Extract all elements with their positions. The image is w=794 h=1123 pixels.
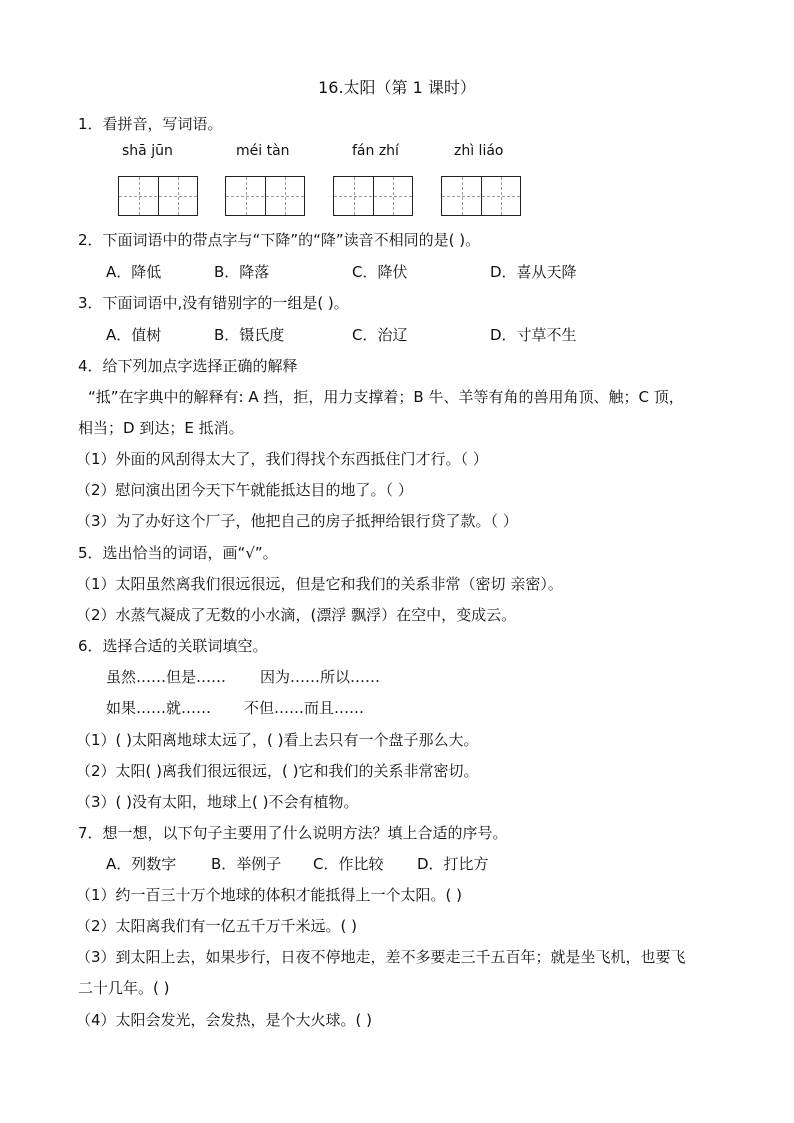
q5-item-2: （2）水蒸气凝成了无数的小水滴，(漂浮 飘浮）在空中，变成云。 [76, 606, 517, 624]
q2-option-b: B．降落 [214, 263, 270, 281]
q6-word-3: 如果……就…… [106, 699, 212, 717]
q6-word-1: 虽然……但是…… [106, 668, 227, 686]
q4-item-1: （1）外面的风刮得太大了，我们得找个东西抵住门才行。（ ） [76, 450, 488, 468]
q7-item-1: （1）约一百三十万个地球的体积才能抵得上一个太阳。( ) [76, 886, 463, 904]
q6-item-2: （2）太阳( )离我们很远很远，( )它和我们的关系非常密切。 [76, 762, 479, 780]
q7-option-b: B．举例子 [211, 855, 282, 873]
q7-item-4: （4）太阳会发光，会发热，是个大火球。( ) [76, 1011, 373, 1029]
q5-item-1: （1）太阳虽然离我们很远很远，但是它和我们的关系非常（密切 亲密）。 [76, 575, 563, 593]
pinyin-4: zhì liáo [454, 143, 504, 159]
q2-option-a: A．降低 [106, 263, 162, 281]
q7-option-c: C．作比较 [313, 855, 384, 873]
page-title: 16.太阳（第 1 课时） [318, 78, 476, 97]
q3-option-d: D．寸草不生 [490, 326, 577, 344]
question-5: 5．选出恰当的词语，画“√”。 [78, 544, 278, 562]
pinyin-1: shā jūn [122, 143, 173, 159]
writing-box-3[interactable] [333, 176, 413, 216]
q4-definition-line-1: “抵”在字典中的解释有: A 挡，拒，用力支撑着；B 牛、羊等有角的兽用角顶、触；C 顶， [88, 388, 684, 406]
q2-option-d: D．喜从天降 [490, 263, 577, 281]
q2-option-c: C．降伏 [352, 263, 408, 281]
q3-option-b: B．镊氏度 [214, 326, 285, 344]
q7-item-2: （2）太阳离我们有一亿五千万千米远。( ) [76, 917, 358, 935]
q7-option-a: A．列数字 [106, 855, 177, 873]
question-1: 1．看拼音，写词语。 [78, 115, 223, 133]
q7-option-d: D．打比方 [417, 855, 489, 873]
question-6: 6．选择合适的关联词填空。 [78, 637, 268, 655]
q7-item-3-line-2: 二十几年。( ) [78, 979, 170, 997]
question-4: 4．给下列加点字选择正确的解释 [78, 357, 298, 375]
writing-box-1[interactable] [118, 176, 198, 216]
question-7: 7．想一想，以下句子主要用了什么说明方法？填上合适的序号。 [78, 824, 508, 842]
q6-word-2: 因为……所以…… [260, 668, 381, 686]
pinyin-3: fán zhí [352, 143, 399, 159]
question-3: 3．下面词语中,没有错别字的一组是( )。 [78, 294, 349, 312]
writing-box-2[interactable] [225, 176, 305, 216]
q4-item-2: （2）慰问演出团今天下午就能抵达目的地了。（ ） [76, 481, 413, 499]
pinyin-2: méi tàn [236, 143, 290, 159]
question-2: 2．下面词语中的带点字与“下降”的“降”读音不相同的是( )。 [78, 231, 481, 249]
q6-item-3: （3）( )没有太阳，地球上( )不会有植物。 [76, 793, 359, 811]
q4-definition-line-2: 相当；D 到达；E 抵消。 [78, 419, 244, 437]
q6-item-1: （1）( )太阳离地球太远了，( )看上去只有一个盘子那么大。 [76, 731, 479, 749]
q6-word-4: 不但……而且…… [244, 699, 365, 717]
q3-option-c: C．治辽 [352, 326, 408, 344]
q7-item-3-line-1: （3）到太阳上去，如果步行，日夜不停地走，差不多要走三千五百年；就是坐飞机，也要飞 [76, 948, 686, 966]
q3-option-a: A．值树 [106, 326, 162, 344]
q4-item-3: （3）为了办好这个厂子，他把自己的房子抵押给银行贷了款。（ ） [76, 512, 518, 530]
writing-box-4[interactable] [441, 176, 521, 216]
